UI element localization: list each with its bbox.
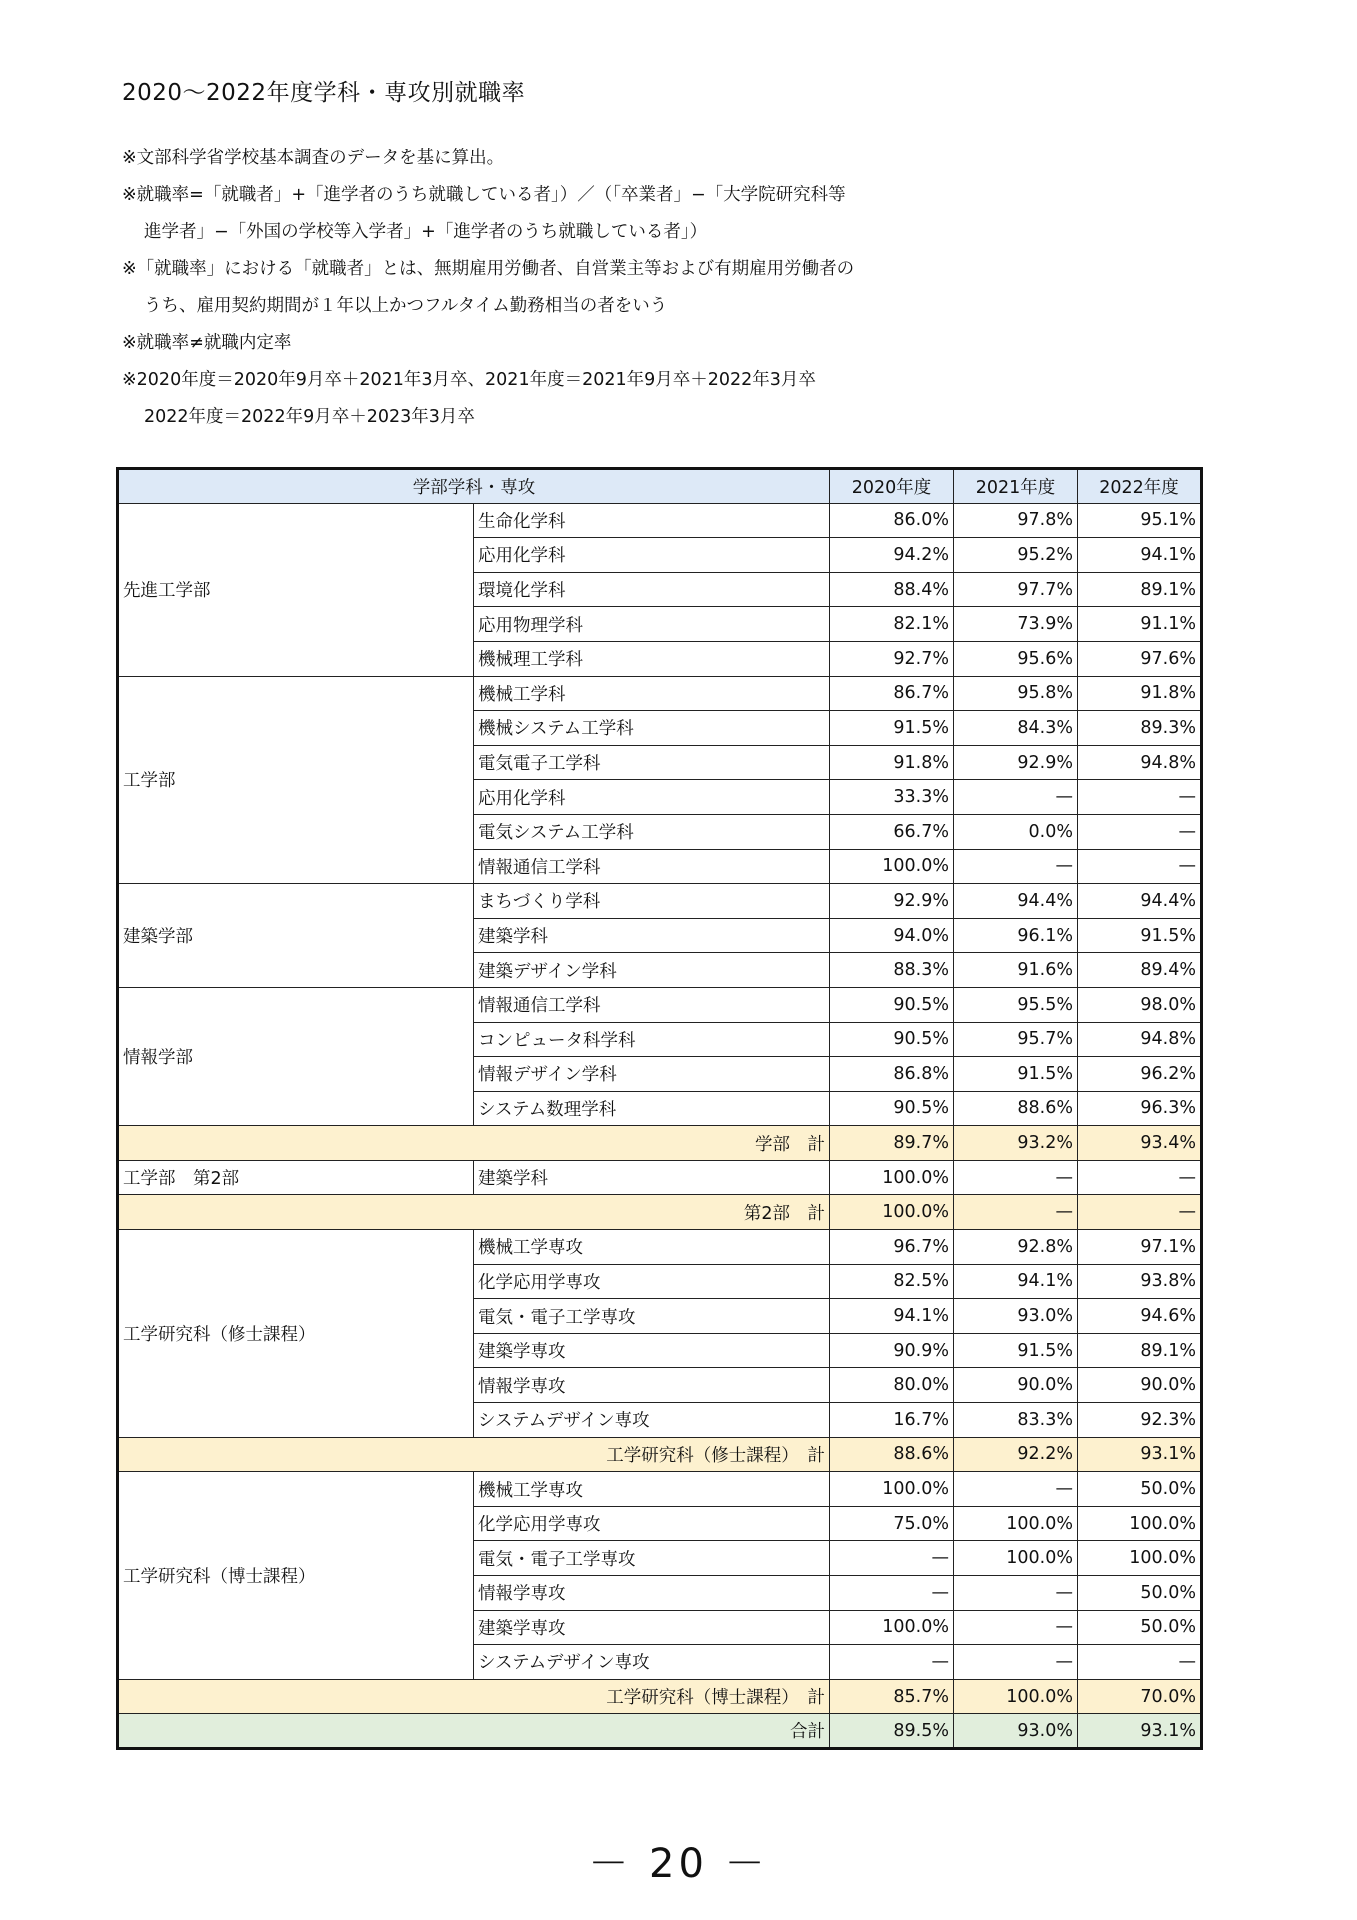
dept-cell: 環境化学科	[474, 572, 830, 607]
rate-2022: 97.6%	[1078, 641, 1202, 676]
rate-2021: 73.9%	[954, 607, 1078, 642]
rate-2022: 94.6%	[1078, 1299, 1202, 1334]
grand-total-row	[118, 1714, 1202, 1749]
master-total-row-2021: 92.2%	[954, 1437, 1078, 1472]
dept-cell: 化学応用学専攻	[474, 1506, 830, 1541]
dept-cell: 生命化学科	[474, 503, 830, 538]
rate-2020: 82.5%	[830, 1264, 954, 1299]
rate-2021: 91.5%	[954, 1057, 1078, 1092]
rate-2020: 75.0%	[830, 1506, 954, 1541]
rate-2022: 98.0%	[1078, 987, 1202, 1022]
note-source: ※文部科学省学校基本調査のデータを基に算出。	[122, 148, 505, 168]
undergrad-total-row-2020: 89.7%	[830, 1126, 954, 1161]
dept-cell: 情報通信工学科	[474, 849, 830, 884]
second-total-row-2021: —	[954, 1195, 1078, 1230]
rate-2022: 100.0%	[1078, 1541, 1202, 1576]
rate-2022: 93.8%	[1078, 1264, 1202, 1299]
dept-cell: コンピュータ科学科	[474, 1022, 830, 1057]
rate-2021: 95.6%	[954, 641, 1078, 676]
rate-2022: 91.1%	[1078, 607, 1202, 642]
table-row	[118, 676, 1202, 711]
header-2022: 2022年度	[1078, 469, 1202, 504]
rate-2020: 90.5%	[830, 987, 954, 1022]
rate-2022: 96.3%	[1078, 1091, 1202, 1126]
rate-2020: 100.0%	[830, 849, 954, 884]
rate-2020: 82.1%	[830, 607, 954, 642]
header-2020: 2020年度	[830, 469, 954, 504]
rate-2022: 50.0%	[1078, 1576, 1202, 1611]
doctor-total-row	[118, 1679, 1202, 1714]
dept-cell: 機械システム工学科	[474, 711, 830, 746]
second-division-row	[118, 1160, 1202, 1195]
rate-2022: 91.5%	[1078, 918, 1202, 953]
rate-2021: 96.1%	[954, 918, 1078, 953]
doctor-total-row-2020: 85.7%	[830, 1679, 954, 1714]
rate-2022: 89.3%	[1078, 711, 1202, 746]
rate-2020: 90.5%	[830, 1091, 954, 1126]
rate-2021: 94.4%	[954, 884, 1078, 919]
rate-2021: —	[954, 1472, 1078, 1507]
rate-2022: 89.1%	[1078, 1333, 1202, 1368]
rate-2022: —	[1078, 1160, 1202, 1195]
rate-2021: 0.0%	[954, 814, 1078, 849]
rate-2020: 92.7%	[830, 641, 954, 676]
dept-cell: 建築学専攻	[474, 1610, 830, 1645]
rate-2021: 97.8%	[954, 503, 1078, 538]
dept-cell: まちづくり学科	[474, 884, 830, 919]
dept-cell: 応用化学科	[474, 538, 830, 573]
second-total-row	[118, 1195, 1202, 1230]
rate-2021: —	[954, 849, 1078, 884]
page-title: 2020〜2022年度学科・専攻別就職率	[122, 80, 526, 106]
dept-cell: 機械工学科	[474, 676, 830, 711]
undergrad-total-row-2022: 93.4%	[1078, 1126, 1202, 1161]
rate-2022: 91.8%	[1078, 676, 1202, 711]
rate-2020: 100.0%	[830, 1610, 954, 1645]
table-row	[118, 1472, 1202, 1507]
dept-cell: 機械理工学科	[474, 641, 830, 676]
employment-rate-table	[116, 467, 1203, 1750]
faculty-cell: 建築学部	[118, 884, 474, 988]
rate-2022: 50.0%	[1078, 1472, 1202, 1507]
table-header-row	[118, 469, 1202, 504]
rate-2020: 66.7%	[830, 814, 954, 849]
rate-2022: 89.1%	[1078, 572, 1202, 607]
note-fiscal-year: ※2020年度＝2020年9月卒＋2021年3月卒、2021年度＝2021年9月卒＋2022年3月卒	[122, 370, 816, 390]
rate-2021: 100.0%	[954, 1541, 1078, 1576]
dept-cell: 建築学科	[474, 1160, 830, 1195]
rate-2022: 94.4%	[1078, 884, 1202, 919]
rate-2022: 94.1%	[1078, 538, 1202, 573]
dept-cell: 応用化学科	[474, 780, 830, 815]
faculty-cell: 先進工学部	[118, 503, 474, 676]
rate-2022: 94.8%	[1078, 1022, 1202, 1057]
rate-2020: 88.4%	[830, 572, 954, 607]
note-distinction: ※就職率≠就職内定率	[122, 333, 292, 353]
table-row	[118, 1230, 1202, 1265]
header-2021: 2021年度	[954, 469, 1078, 504]
second-total-row-label: 第2部 計	[118, 1195, 830, 1230]
rate-2021: 97.7%	[954, 572, 1078, 607]
master-total-row-label: 工学研究科（修士課程） 計	[118, 1437, 830, 1472]
dept-cell: 情報学専攻	[474, 1368, 830, 1403]
dept-cell: 応用物理学科	[474, 607, 830, 642]
rate-2021: 95.5%	[954, 987, 1078, 1022]
undergrad-total-row-2021: 93.2%	[954, 1126, 1078, 1161]
rate-2022: 95.1%	[1078, 503, 1202, 538]
rate-2020: —	[830, 1541, 954, 1576]
faculty-cell: 工学部 第2部	[118, 1160, 474, 1195]
note-definition-cont: うち、雇用契約期間が１年以上かつフルタイム勤務相当の者をいう	[144, 296, 668, 316]
master-total-row	[118, 1437, 1202, 1472]
dept-cell: 電気・電子工学専攻	[474, 1299, 830, 1334]
grand-total-row-2020: 89.5%	[830, 1714, 954, 1749]
rate-2022: 97.1%	[1078, 1230, 1202, 1265]
rate-2022: 94.8%	[1078, 745, 1202, 780]
dept-cell: 情報通信工学科	[474, 987, 830, 1022]
rate-2021: 84.3%	[954, 711, 1078, 746]
table-row	[118, 503, 1202, 538]
second-total-row-2020: 100.0%	[830, 1195, 954, 1230]
rate-2022: 92.3%	[1078, 1403, 1202, 1438]
rate-2021: 100.0%	[954, 1506, 1078, 1541]
rate-2021: —	[954, 1610, 1078, 1645]
rate-2022: 50.0%	[1078, 1610, 1202, 1645]
rate-2020: 80.0%	[830, 1368, 954, 1403]
rate-2022: —	[1078, 1645, 1202, 1680]
second-total-row-2022: —	[1078, 1195, 1202, 1230]
dept-cell: 機械工学専攻	[474, 1472, 830, 1507]
master-total-row-2022: 93.1%	[1078, 1437, 1202, 1472]
dept-cell: 機械工学専攻	[474, 1230, 830, 1265]
note-definition: ※「就職率」における「就職者」とは、無期雇用労働者、自営業主等および有期雇用労働者の	[122, 259, 855, 279]
rate-2021: 95.2%	[954, 538, 1078, 573]
rate-2021: 93.0%	[954, 1299, 1078, 1334]
rate-2020: 90.5%	[830, 1022, 954, 1057]
doctor-total-row-2022: 70.0%	[1078, 1679, 1202, 1714]
rate-2020: 96.7%	[830, 1230, 954, 1265]
rate-2021: —	[954, 780, 1078, 815]
faculty-cell: 工学部	[118, 676, 474, 884]
rate-2020: 100.0%	[830, 1160, 954, 1195]
note-formula-cont: 進学者」−「外国の学校等入学者」+「進学者のうち就職している者」）	[144, 222, 708, 242]
grand-total-row-2021: 93.0%	[954, 1714, 1078, 1749]
undergrad-total-row	[118, 1126, 1202, 1161]
rate-2020: 16.7%	[830, 1403, 954, 1438]
rate-2022: 89.4%	[1078, 953, 1202, 988]
dept-cell: 電気電子工学科	[474, 745, 830, 780]
rate-2021: 92.9%	[954, 745, 1078, 780]
dept-cell: 化学応用学専攻	[474, 1264, 830, 1299]
dept-cell: 建築学科	[474, 918, 830, 953]
faculty-cell: 工学研究科（修士課程）	[118, 1230, 474, 1438]
rate-2021: 83.3%	[954, 1403, 1078, 1438]
rate-2020: 86.0%	[830, 503, 954, 538]
rate-2020: 91.5%	[830, 711, 954, 746]
rate-2021: 90.0%	[954, 1368, 1078, 1403]
grand-total-row-label: 合計	[118, 1714, 830, 1749]
rate-2022: —	[1078, 814, 1202, 849]
rate-2022: —	[1078, 849, 1202, 884]
dept-cell: 建築デザイン学科	[474, 953, 830, 988]
rate-2020: 100.0%	[830, 1472, 954, 1507]
rate-2021: 95.8%	[954, 676, 1078, 711]
rate-2020: 86.8%	[830, 1057, 954, 1092]
rate-2021: 91.6%	[954, 953, 1078, 988]
rate-2020: 91.8%	[830, 745, 954, 780]
rate-2020: 88.3%	[830, 953, 954, 988]
note-formula: ※就職率=「就職者」+「進学者のうち就職している者」）／（「卒業者」−「大学院研究科等	[122, 185, 846, 205]
table-row	[118, 884, 1202, 919]
rate-2020: 33.3%	[830, 780, 954, 815]
rate-2020: 94.2%	[830, 538, 954, 573]
table-row	[118, 987, 1202, 1022]
faculty-cell: 情報学部	[118, 987, 474, 1125]
dept-cell: 電気・電子工学専攻	[474, 1541, 830, 1576]
rate-2022: 90.0%	[1078, 1368, 1202, 1403]
page-number: － 20 －	[588, 1841, 769, 1887]
rate-2021: 92.8%	[954, 1230, 1078, 1265]
rate-2020: —	[830, 1645, 954, 1680]
rate-2021: 88.6%	[954, 1091, 1078, 1126]
dept-cell: システム数理学科	[474, 1091, 830, 1126]
dept-cell: 建築学専攻	[474, 1333, 830, 1368]
rate-2022: —	[1078, 780, 1202, 815]
rate-2021: 95.7%	[954, 1022, 1078, 1057]
dept-cell: 情報学専攻	[474, 1576, 830, 1611]
dept-cell: システムデザイン専攻	[474, 1645, 830, 1680]
rate-2021: 94.1%	[954, 1264, 1078, 1299]
doctor-total-row-2021: 100.0%	[954, 1679, 1078, 1714]
note-fiscal-year-cont: 2022年度＝2022年9月卒＋2023年3月卒	[144, 407, 475, 427]
master-total-row-2020: 88.6%	[830, 1437, 954, 1472]
dept-cell: システムデザイン専攻	[474, 1403, 830, 1438]
doctor-total-row-label: 工学研究科（博士課程） 計	[118, 1679, 830, 1714]
rate-2020: 92.9%	[830, 884, 954, 919]
rate-2021: —	[954, 1645, 1078, 1680]
rate-2020: —	[830, 1576, 954, 1611]
notes	[122, 140, 1242, 436]
rate-2021: —	[954, 1576, 1078, 1611]
undergrad-total-row-label: 学部 計	[118, 1126, 830, 1161]
dept-cell: 情報デザイン学科	[474, 1057, 830, 1092]
rate-2020: 90.9%	[830, 1333, 954, 1368]
rate-2020: 86.7%	[830, 676, 954, 711]
grand-total-row-2022: 93.1%	[1078, 1714, 1202, 1749]
dept-cell: 電気システム工学科	[474, 814, 830, 849]
rate-2021: —	[954, 1160, 1078, 1195]
rate-2020: 94.1%	[830, 1299, 954, 1334]
faculty-cell: 工学研究科（博士課程）	[118, 1472, 474, 1680]
rate-2022: 100.0%	[1078, 1506, 1202, 1541]
rate-2020: 94.0%	[830, 918, 954, 953]
header-dept: 学部学科・専攻	[118, 469, 830, 504]
rate-2022: 96.2%	[1078, 1057, 1202, 1092]
rate-2021: 91.5%	[954, 1333, 1078, 1368]
